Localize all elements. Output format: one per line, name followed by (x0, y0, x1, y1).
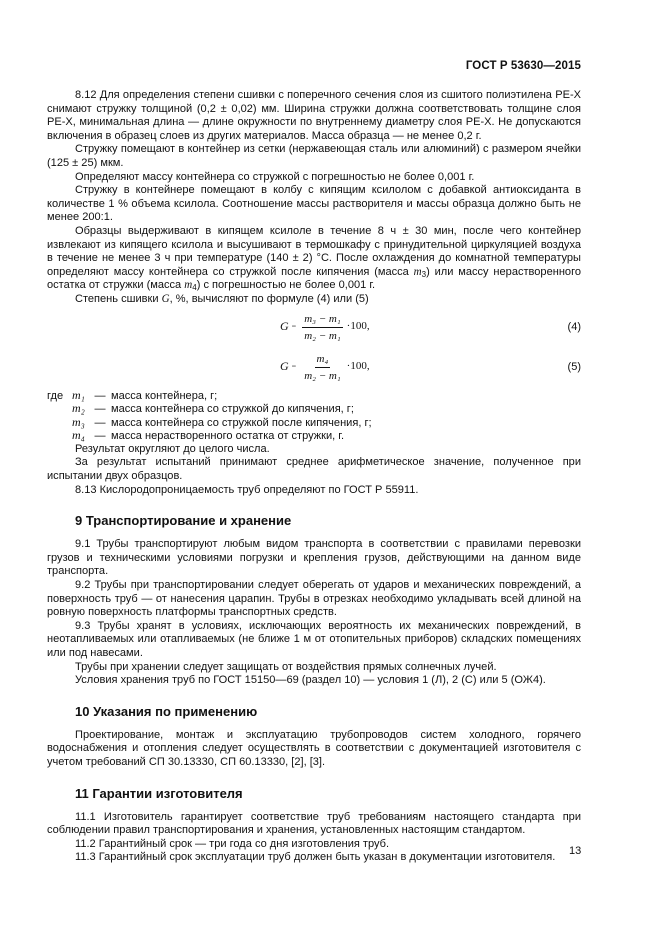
legend-symbol: m₄ (72, 428, 85, 443)
legend-row: m₄ — масса нерастворенного остатка от стружки, г. (72, 428, 345, 443)
formula-5-number: (5) (567, 360, 581, 373)
paragraph-sun: Трубы при хранении следует защищать от воздействия прямых солнечных лучей. (75, 660, 497, 673)
section-9-title: 9 Транспортирование и хранение (75, 513, 292, 529)
paragraph-8-13: 8.13 Кислородопроницаемость труб определяют по ГОСТ Р 55911. (75, 483, 419, 496)
paragraph-flask: Стружку в контейнере помещают в колбу с кипящим ксилолом с добавкой антиоксиданта в количестве 1 % объема ксилола. Соотношение массы растворителя и массы образца должно быть не менее 200:1. (47, 184, 581, 224)
formula-4-denominator: m₂ − m₁ (304, 329, 341, 342)
paragraph-8-12: 8.12 Для определения степени сшивки с поперечного сечения слоя из сшитого полиэтилена PE-X снимают стружку толщиной (0,2 ± 0,02) мм. Ширина стружки должна соответствовать толщине слоя PE-X, минимальная длина — длине окружности по внутреннему диаметру слоя PE-X. Не допускаются включения в образец слоев из других материалов. Масса образца — не менее 0,2 г. (47, 89, 581, 142)
formula-5 (47, 349, 581, 387)
legend-symbol: m₁ (72, 387, 85, 402)
legend-lead: где (47, 389, 64, 402)
formula-4-lhs: G (280, 319, 289, 334)
variable-legend (47, 389, 581, 443)
formula-5-eq: = (291, 362, 297, 372)
section-10-title: 10 Указания по применению (75, 703, 258, 719)
section-11-title: 11 Гарантии изготовителя (75, 785, 243, 801)
paragraph-storage: Условия хранения труб по ГОСТ 15150—69 (раздел 10) — условия 1 (Л), 2 (С) или 5 (ОЖ4). (75, 674, 546, 687)
legend-symbol: m₂ (72, 401, 85, 416)
paragraph-11-2: 11.2 Гарантийный срок — три года со дня изготовления труб. (75, 837, 390, 850)
paragraph-mass: Определяют массу контейнера со стружкой с погрешностью не более 0,001 г. (75, 170, 475, 183)
legend-row: где m₁ — масса контейнера, г; (47, 387, 218, 402)
legend-row: m₃ — масса контейнера со стружкой после кипячения, г; (72, 414, 372, 429)
legend-text: масса контейнера, г; (111, 389, 218, 402)
formula-4-numerator: m₃ − m₁ (302, 313, 342, 328)
formula-4-tail: ·100, (346, 320, 370, 333)
formula-4 (47, 309, 581, 347)
page-number: 13 (569, 845, 582, 857)
paragraph-10: Проектирование, монтаж и эксплуатацию трубопроводов систем холодного, горячего водоснабжения и отопления следует осуществлять в соответствии с документацией изготовителя с учетом требований СП 30.13330, СП 60.13330, [2], [3]. (47, 728, 581, 768)
formula-5-tail: ·100, (346, 360, 370, 373)
legend-text: масса контейнера со стружкой до кипячения, г; (111, 403, 354, 416)
paragraph-9-3: 9.3 Трубы хранят в условиях, исключающих вероятность их механических повреждений, в неотапливаемых или отапливаемых (не ближе 1 м от отопительных приборов) складских помещениях или под навесами. (47, 619, 581, 659)
formula-5-denominator: m₂ − m₁ (304, 369, 341, 382)
paragraph-11-1: 11.1 Изготовитель гарантирует соответствие труб требованиям настоящего стандарта при соблюдении правил транспортирования и хранения, установленных настоящим стандартом. (47, 810, 581, 837)
legend-text: масса контейнера со стружкой после кипячения, г; (111, 416, 372, 429)
standard-header: ГОСТ Р 53630—2015 (465, 60, 581, 72)
paragraph-average: За результат испытаний принимают среднее арифметическое значение, полученное при испытании двух образцов. (47, 456, 581, 483)
legend-row: m₂ — масса контейнера со стружкой до кипячения, г; (72, 401, 354, 416)
formula-5-numerator: m₄ (315, 353, 331, 368)
paragraph-container: Стружку помещают в контейнер из сетки (нержавеющая сталь или алюминий) с размером ячейки (125 ± 25) мкм. (47, 143, 581, 169)
formula-4-number: (4) (567, 320, 581, 333)
paragraph-9-2: 9.2 Трубы при транспортировании следует оберегать от ударов и механических повреждений, а поверхность труб — от нанесения царапин. Трубы в отрезках необходимо укладывать всей длиной на ровную поверхность платформы транспортных средств. (47, 579, 581, 619)
paragraph-soak: Образцы выдерживают в кипящем ксилоле в течение 8 ч ± 30 мин, после чего контейнер извлекают из кипящего ксилола и высушивают в термошкафу с принудительной циркуляцией воздуха в течение не менее 3 ч при температуре (140 ± 2) °С. После охлаждения до комнатной температуры определяют массу контейнера со стружкой после кипячения (масса $m_3$) или массу нерастворенного остатка от стружки (масса $m_4$) с погрешностью не более 0,001 г. (47, 224, 581, 293)
paragraph-rounding: Результат округляют до целого числа. (75, 442, 270, 455)
formula-5-lhs: G (280, 359, 289, 374)
formula-4-eq: = (291, 322, 297, 332)
paragraph-11-3: 11.3 Гарантийный срок эксплуатации труб должен быть указан в документации изготовителя. (75, 851, 556, 864)
formula-5-fraction (302, 353, 342, 382)
paragraph-9-1: 9.1 Трубы транспортируют любым видом транспорта в соответствии с правилами перевозки грузов и техническими условиями погрузки и крепления грузов, действующими на данном виде транспорта. (47, 538, 581, 578)
paragraph-degree: Степень сшивки G, %, вычисляют по формуле (4) или (5) (75, 292, 369, 305)
legend-symbol: m₃ (72, 414, 85, 429)
page-content (47, 89, 581, 865)
legend-text: масса нерастворенного остатка от стружки, г. (111, 430, 345, 443)
formula-4-fraction (302, 313, 342, 342)
